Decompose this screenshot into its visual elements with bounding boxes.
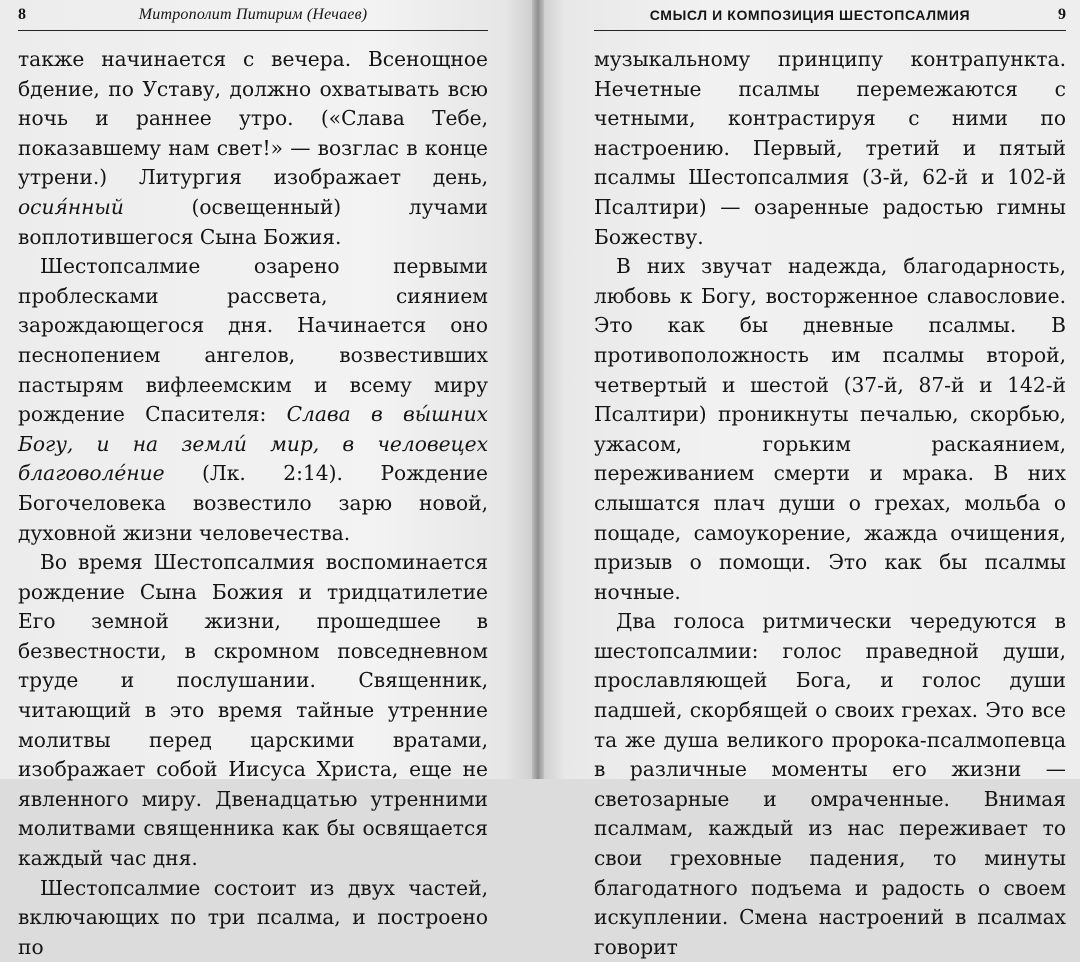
right-page — [544, 0, 1080, 959]
italic-quote: осия́нный — [18, 194, 124, 219]
paragraph — [18, 548, 488, 874]
paragraph-text: музыкальному принципу контрапункта. Нечетные псалмы перемежаются с четными, контрастируя с ними по настроению. Первый, третий и пятый псалмы Шестопсалмия (3-й, 62-й и 102-й Псалтири) — озаренные радостью гимны Божеству. — [594, 47, 1066, 249]
paragraph — [594, 252, 1066, 607]
paragraph-text: Во время Шестопсалмия воспоминается рождение Сына Божия и тридцатилетие Его земной жизни, прошедшее в безвестности, в скромном повседневном труде и послушании. Священник, читающий в это время тайные утренние молитвы перед царскими вратами, изображает собой Иисуса Христа, еще не явленного миру. Двенадцатью утренними молитвами священника как бы освящается каждый час дня. — [18, 550, 488, 871]
paragraph — [594, 607, 1066, 962]
paragraph — [18, 874, 488, 962]
paragraph — [18, 252, 488, 548]
left-page-text — [18, 31, 488, 962]
paragraph-text: (Лк. 2:14). Рождение Богочеловека возвестило зарю новой, духовной жизни человечества. — [18, 461, 488, 545]
italic-quote: Слава в вы́шних Богу, и на земли́ мир, в человецех благоволе́ние — [18, 402, 488, 486]
paragraph-text: В них звучат надежда, благодарность, любовь к Богу, восторженное славословие. Это как бы дневные псалмы. В противоположность им псалмы второй, четвертый и шестой (37-й, 87-й и 142-й Псалтири) проникнуты печалью, скорбью, ужасом, горьким раскаянием, переживанием смерти и мрака. В них слышатся плач души о грехах, мольба о пощаде, самоукорение, жажда очищения, призыв о помощи. Это как бы псалмы ночные. — [594, 254, 1066, 604]
page-number-left: 8 — [18, 6, 26, 23]
running-head-left: Митрополит Питирим (Нечаев) — [138, 6, 368, 23]
left-page — [0, 0, 532, 959]
paragraph-text: Шестопсалмие состоит из двух частей, включающих по три псалма, и построено по — [18, 875, 488, 959]
paragraph-text: Два голоса ритмически чередуются в шестопсалмии: голос праведной души, прославляющей Бога, и голос души падшей, скорбящей о своих грехах. Это все та же душа великого пророка-псалмопевца в различные моменты его жизни — светозарные и омраченные. Внимая псалмам, каждый из нас переживает то свои греховные падения, то минуты благодатного подъема и радость о своем искуплении. Смена настроений в псалмах говорит — [594, 609, 1066, 959]
paragraph — [18, 45, 488, 252]
paragraph-text: также начинается с вечера. Всенощное бдение, по Уставу, должно охватывать всю ночь и раннее утро. («Слава Тебе, показавшему нам свет!» — возглас в конце утрени.) Литургия изображает день, — [18, 47, 488, 190]
book-gutter — [532, 0, 544, 779]
paragraph-text: Шестопсалмие озарено первыми проблесками рассвета, сиянием зарождающегося дня. Начинается оно песнопением ангелов, возвестивших пастырям вифлеемским и всему миру рождение Спасителя: — [18, 254, 488, 427]
paragraph — [594, 45, 1066, 252]
running-head-right: СМЫСЛ И КОМПОЗИЦИЯ ШЕСТОПСАЛМИЯ — [649, 7, 971, 23]
page-number-right: 9 — [1058, 6, 1066, 23]
right-page-header — [594, 0, 1066, 31]
paragraph-text: (освещенный) лучами воплотившегося Сына Божия. — [18, 194, 488, 249]
right-page-text — [594, 31, 1066, 962]
left-page-header — [18, 0, 488, 31]
